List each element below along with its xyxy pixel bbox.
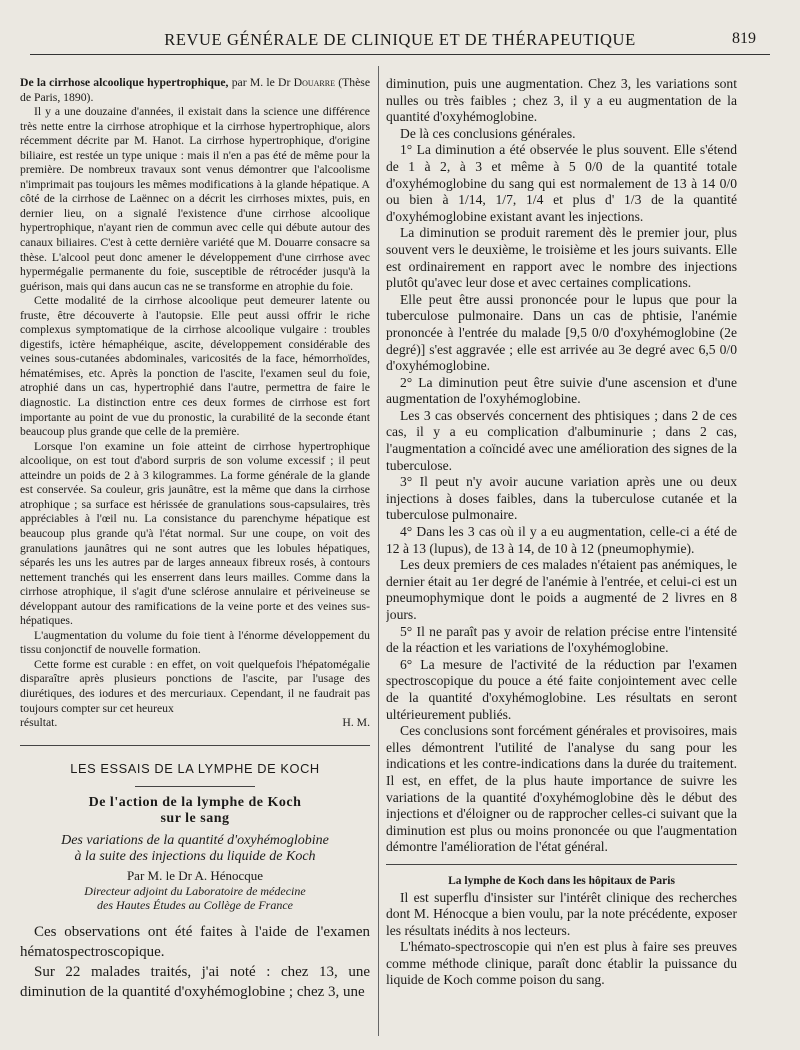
article-paragraph: La diminution se produit rarement dès le premier jour, plus souvent vers le deuxième, le troisième et les jours suivants. Elle est ordinairement en rapport avec le nombre des injections plutôt qu'avec leur dose et avec certaines complications. [386, 225, 737, 291]
section-title: LES ESSAIS DE LA LYMPHE DE KOCH [70, 760, 320, 776]
article-paragraph: 6° La mesure de l'activité de la réduction par l'examen spectroscopique du pouce a été faite conjointement avec celle de la quantité d'oxyhémoglobine. Les résultats en seront ultérieurement publiés. [386, 656, 737, 722]
review-author: Douarre [293, 76, 335, 89]
review-title: De la cirrhose alcoolique hypertrophique, [20, 76, 229, 89]
review-author-prefix: par M. le Dr [231, 76, 291, 89]
article-title [20, 795, 370, 827]
article-author: Par M. le Dr A. Hénocque [126, 868, 264, 884]
page-number: 819 [732, 30, 756, 47]
review-signature: H. M. [342, 716, 370, 730]
section-rule-short [135, 786, 255, 787]
article-paragraph: 3° Il peut n'y avoir aucune variation après une ou deux injections à doses faibles, dans la tuberculose cutanée et la tuberculose pulmonaire. [386, 474, 737, 523]
article-body [20, 922, 370, 1002]
subsection-heading: La lymphe de Koch dans les hôpitaux de Paris [386, 864, 737, 890]
article-paragraph: Ces observations ont été faites à l'aide de l'examen hématospectroscopique. [20, 924, 370, 961]
article-title-line: sur le sang [160, 811, 230, 827]
article-paragraph: Les 3 cas observés concernent des phtisiques ; dans 2 de ces cas, il y a eu complication d'albuminurie ; dans 2 cas, l'augmentation a coïncidé avec une amélioration des signes de la tuberculose. [386, 407, 737, 473]
running-title: REVUE GÉNÉRALE DE CLINIQUE ET DE THÉRAPEUTIQUE [164, 30, 636, 49]
article-paragraph: Il est superflu d'insister sur l'intérêt clinique des recherches dont M. Hénocque a bien voulu, par la note précédente, exposer les résultats inédits à nos lecteurs. [386, 889, 737, 938]
article-subtitle-line: Des variations de la quantité d'oxyhémoglobine [61, 833, 329, 849]
article-paragraph: 4° Dans les 3 cas où il y a eu augmentation, celle-ci a été de 12 à 13 (lupus), de 13 à 14, de 10 à 12 (pneumophymie). [386, 524, 737, 556]
article-paragraph: L'hémato-spectroscopie qui n'en est plus à faire ses preuves comme méthode clinique, paraît donc établir la puissance du liquide de Koch comme poison du sang. [386, 939, 737, 988]
article-affiliation-line: des Hautes Études au Collège de France [97, 898, 293, 913]
article-subtitle [20, 833, 370, 865]
review-closing-word: résultat. [20, 716, 58, 730]
review-paragraph: Il y a une douzaine d'années, il existait dans la science une différence très nette entre la cirrhose atrophique et la cirrhose hypertrophique, alors récemment décrite par M. Hanot. La cirrhose hypertrophique, d'origine biliaire, est restée un type unique : mais il n'en a pas été de même pour la première. De nombreux travaux sont venus démontrer que l'alcoolisme n'imprimait pas toujours les mêmes modifications à la glande hépatique. A côté de la cirrhose de Laënnec on a décrit les cirrhoses mixtes, puis, en dernier lieu, on a signalé l'existence d'une cirrhose alcoolique hypertrophique, n'ayant rien de commun avec celle qui débute autour des canaux biliaires. C'est à cette dernière variété que M. Douarre consacre sa thèse. L'alcool peut donc amener le développement d'une cirrhose avec hypermégalie permanente du foie, susceptible de rétrocéder jusqu'à la guérison, mais qui dans aucun cas ne se transforme en atrophie du foie. [20, 105, 370, 293]
right-column [386, 76, 737, 1036]
left-column [20, 76, 370, 1041]
article-paragraph: Elle peut être aussi prononcée pour le lupus que pour la tuberculose pulmonaire. Dans un cas de phtisie, l'anémie prononcée à l'entrée du malade [9,5 0/0 d'oxyhémoglobine (2e degré)] s'est aggravée ; elle est arrivée au 3e degré avec 6,5 0/0 d'oxyhémoglobine. [386, 291, 737, 374]
column-divider [378, 66, 379, 1036]
article-title-line: De l'action de la lymphe de Koch [88, 795, 302, 811]
review-thesis-ref: (Thèse de Paris, 1890). [20, 76, 370, 104]
section-rule [20, 745, 370, 746]
article-affiliation [20, 884, 370, 912]
review-paragraph: Cette modalité de la cirrhose alcoolique peut demeurer latente ou fruste, être découverte à l'autopsie. Elle peut aussi offrir le riche complexus symptomatique de la cirrhose alcoolique vulgaire : troubles digestifs, ictère hémaphéique, ascite, développement considérable des veines sous-cutanées abdominales, varicosités de la face, hémorrhoïdes, hématémises, etc. Après la ponction de l'ascite, l'examen seul du foie, atrophié dans un cas, hypertrophié dans l'autre, permettra de faire le diagnostic. La distinction entre ces deux formes de cirrhose est fort importante au point de vue du pronostic, la curabilité de la seconde étant beaucoup plus grande que celle de la première. [20, 294, 370, 439]
article-paragraph: diminution, puis une augmentation. Chez 3, les variations sont nulles ou très faibles ; chez 3, il y a eu augmentation de la quantité d'oxyhémoglobine. [386, 76, 737, 125]
article-paragraph: De là ces conclusions générales. [400, 125, 576, 141]
article-paragraph: 2° La diminution peut être suivie d'une ascension et d'une augmentation de l'oxyhémoglobine. [386, 374, 737, 407]
article-affiliation-line: Directeur adjoint du Laboratoire de médecine [84, 884, 306, 899]
review-paragraph: Cette forme est curable : en effet, on voit quelquefois l'hépatomégalie disparaître après plusieurs ponctions de l'ascite, par l'usage des diurétiques, des iodures et des mercuriaux. Cependant, il ne faudrait pas toujours compter sur cet heureux [20, 657, 370, 715]
article-paragraph: 1° La diminution a été observée le plus souvent. Elle s'étend de 1 à 2, à 3 et même à 5 0/0 de la quantité totale d'oxyhémoglobine du sang qui est normalement de 13 à 14 0/0 ou bien à 1/14, 1/7, 1/4 et plus d' 1/3 de la quantité d'oxyhémoglobine existant avant les injections. [386, 142, 737, 224]
review-signature-line [20, 716, 370, 731]
review-heading [20, 76, 370, 105]
review-paragraph: L'augmentation du volume du foie tient à l'énorme développement du tissu conjonctif de nouvelle formation. [20, 628, 370, 657]
article-paragraph: Sur 22 malades traités, j'ai noté : chez 13, une diminution de la quantité d'oxyhémoglobine ; chez 3, une [20, 964, 370, 1001]
article-paragraph: Les deux premiers de ces malades n'étaient pas anémiques, le dernier était au 1er degré de l'anémie à l'entrée, et celui-ci est un pneumophymique dont le poids a augmenté de 2 livres en 8 jours. [386, 557, 737, 622]
article-paragraph: Ces conclusions sont forcément générales et provisoires, mais elles démontrent l'utilité de l'analyse du sang pour les indications et les contre-indications dans la durée du traitement. Il est, en effet, de la plus haute importance de suivre les variations de la quantité d'oxyhémoglobine dès le début des injections et d'éloigner ou de rapprocher celles-ci suivant que la diminution est plus ou moins prononcée ou que l'augmentation démontre l'amélioration de l'état général. [386, 723, 737, 855]
article-subtitle-line: à la suite des injections du liquide de Koch [74, 849, 316, 865]
page-header [30, 26, 770, 55]
review-paragraph: Lorsque l'on examine un foie atteint de cirrhose hypertrophique alcoolique, on est tout d'abord surpris de son volume excessif ; il peut atteindre un poids de 2 à 3 kilogrammes. La forme générale de la glande est conservée. Sa couleur, gris jaunâtre, est la même que dans la cirrhose atrophique ; sa surface est hérissée de granulations sous-capsulaires, très appréciables à l'œil nu. La consistance du parenchyme hépatique est beaucoup plus grande qu'à l'état normal. Sur une coupe, on voit des granulations jaunâtres qui ne sont autres que les lobules hépatiques, séparés les uns les autres par de larges anneaux fibreux rosés, à contours nettement tranchés qui les enserrent dans leurs mailles. Comme dans la cirrhose atrophique, il s'agit d'une sclérose annulaire et périveineuse se développant autour des ramifications de la veine porte et des veines sus-hépatiques. [20, 439, 370, 628]
article-paragraph: 5° Il ne paraît pas y avoir de relation précise entre l'intensité de la réaction et les variations de l'oxyhémoglobine. [386, 623, 737, 656]
